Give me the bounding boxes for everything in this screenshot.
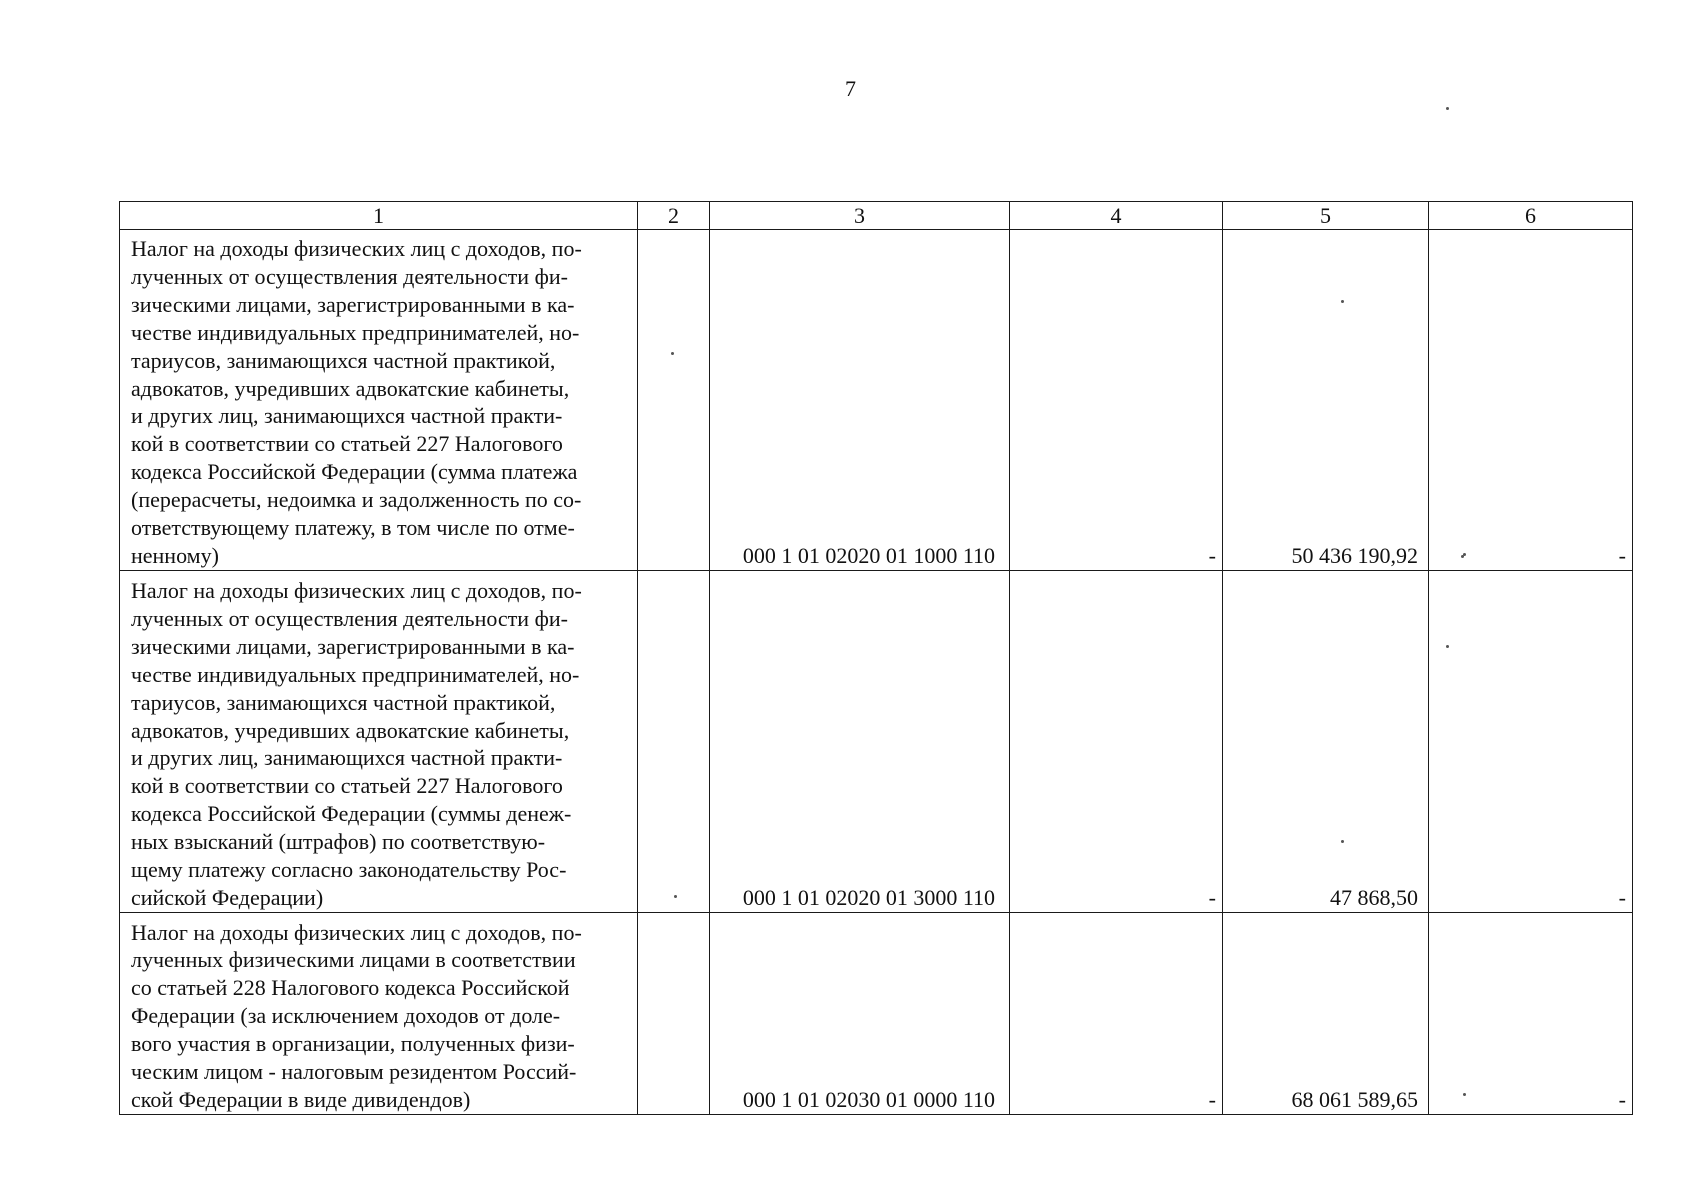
row-name: Налог на доходы физических лиц с доходов, по- лученных физическими лицами в соответствии со статьей 228 Налогового кодекса Российской Федерации (за исключением доходов от доле- вого участия в организации, полученных физи- ческим лицом - налоговым резидентом Россий- ской Федерации в виде дивидендов): [131, 919, 582, 1112]
table-row: [120, 570, 1633, 912]
row-name: Налог на доходы физических лиц с доходов, по- лученных от осуществления деятельности фи- зическими лицами, зарегистрированными в ка- честве индивидуальных предпринимателей, но- тариусов, занимающихся частной практикой, адвокатов, учредивших адвокатские кабинеты, и других лиц, занимающихся частной практи- кой в соответствии со статьей 227 Налогового кодекса Российской Федерации (суммы денеж- ных взысканий (штрафов) по соответствую- щему платежу согласно законодательству Рос- сийской Федерации): [131, 578, 582, 910]
scan-speck: [1446, 107, 1449, 110]
row-name: Налог на доходы физических лиц с доходов, по- лученных от осуществления деятельности фи- зическими лицами, зарегистрированными в ка- честве индивидуальных предпринимателей, но- тариусов, занимающихся частной практикой, адвокатов, учредивших адвокатские кабинеты, и других лиц, занимающихся частной практи- кой в соответствии со статьей 227 Налогового кодекса Российской Федерации (сумма платежа (перерасчеты, недоимка и задолженность по со- ответствующему платежу, в том числе по отме- ненному): [131, 236, 582, 568]
scan-speck: [1446, 645, 1449, 648]
revenue-table: [119, 201, 1633, 1115]
scan-speck: [1341, 840, 1344, 843]
row-col6: -: [1429, 230, 1633, 571]
row-col2-cell: [638, 230, 710, 571]
row-col4: -: [1010, 570, 1223, 912]
row-col5-amount: 68 061 589,65: [1223, 912, 1429, 1114]
row-name-cell: [120, 912, 638, 1114]
row-col5-amount: 50 436 190,92: [1223, 230, 1429, 571]
row-code: 000 1 01 02020 01 3000 110: [710, 570, 1010, 912]
row-col2-cell: [638, 570, 710, 912]
row-col4: -: [1010, 230, 1223, 571]
scan-speck: [1463, 1093, 1466, 1096]
table-row: [120, 230, 1633, 571]
header-col-6: 6: [1429, 202, 1633, 230]
header-col-4: 4: [1010, 202, 1223, 230]
row-col2-cell: [638, 912, 710, 1114]
scan-speck: [674, 895, 677, 898]
table-row: [120, 912, 1633, 1114]
header-row: [120, 202, 1633, 230]
scan-speck: [671, 352, 674, 355]
row-name-cell: [120, 230, 638, 571]
row-name-cell: [120, 570, 638, 912]
row-code: 000 1 01 02020 01 1000 110: [710, 230, 1010, 571]
row-col4: -: [1010, 912, 1223, 1114]
header-col-3: 3: [710, 202, 1010, 230]
row-code: 000 1 01 02030 01 0000 110: [710, 912, 1010, 1114]
scan-speck: [1461, 555, 1464, 558]
header-col-1: 1: [120, 202, 638, 230]
page-number: 7: [845, 76, 856, 101]
row-col6: -: [1429, 570, 1633, 912]
scan-speck: [1341, 300, 1344, 303]
row-col5-amount: 47 868,50: [1223, 570, 1429, 912]
header-col-2: 2: [638, 202, 710, 230]
row-col6: -: [1429, 912, 1633, 1114]
header-col-5: 5: [1223, 202, 1429, 230]
